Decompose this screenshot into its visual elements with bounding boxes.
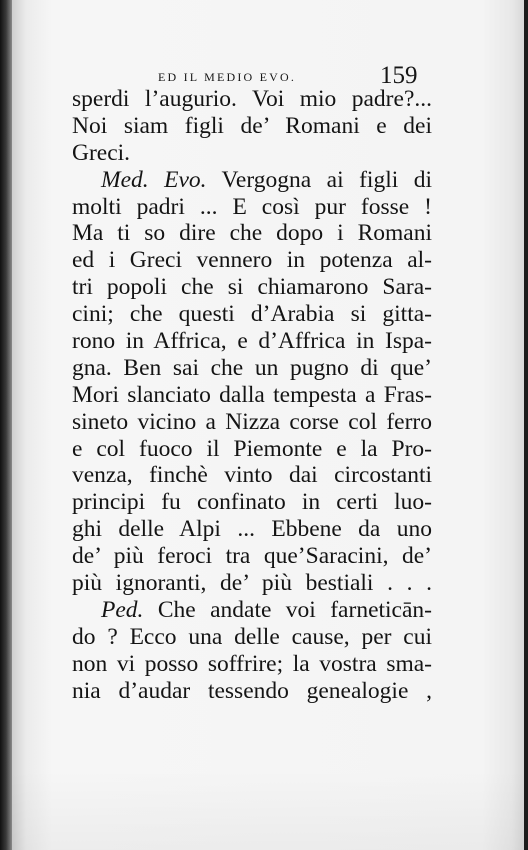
line-text: sineto vicino a Nizza corse col ferro bbox=[72, 408, 432, 435]
text-line bbox=[72, 651, 432, 678]
text-line bbox=[72, 462, 432, 489]
line-text: principi fu confinato in certi luo- bbox=[72, 489, 432, 516]
book-spine bbox=[0, 0, 12, 850]
line-text: rono in Affrica, e d’Affrica in Ispa- bbox=[72, 328, 432, 355]
line-text: e col fuoco il Piemonte e la Pro- bbox=[72, 435, 432, 462]
text-line bbox=[72, 543, 432, 570]
text-line bbox=[72, 597, 432, 624]
line-text: ghi delle Alpi ... Ebbene da uno bbox=[72, 516, 432, 543]
text-line bbox=[72, 86, 432, 113]
text-line bbox=[72, 678, 432, 705]
line-text: Mori slanciato dalla tempesta a Fras- bbox=[72, 381, 432, 408]
line-text: do ? Ecco una delle cause, per cui bbox=[72, 623, 432, 650]
text-line bbox=[72, 220, 432, 247]
text-line bbox=[72, 355, 432, 382]
text-line bbox=[72, 167, 432, 194]
line-text: ed i Greci vennero in potenza al- bbox=[72, 247, 432, 274]
text-line bbox=[72, 489, 432, 516]
running-head: ED IL MEDIO EVO. bbox=[158, 70, 297, 84]
line-text: non vi posso soffrire; la vostra sma- bbox=[72, 650, 432, 677]
line-text: venza, finchè vinto dai circostanti bbox=[72, 462, 432, 489]
text-line bbox=[72, 382, 432, 409]
text-line bbox=[72, 194, 432, 221]
line-text: cini; che questi d’Arabia si gitta- bbox=[72, 301, 432, 328]
text-line bbox=[72, 624, 432, 651]
line-text: Vergogna ai figli di bbox=[206, 166, 432, 193]
book-page bbox=[12, 0, 524, 850]
text-line bbox=[72, 113, 432, 140]
body-text bbox=[72, 86, 432, 704]
speaker-name: Ped. bbox=[101, 596, 144, 623]
text-line bbox=[72, 436, 432, 463]
text-line bbox=[72, 301, 432, 328]
line-text: gna. Ben sai che un pugno di que’ bbox=[72, 354, 432, 381]
line-text: tri popoli che si chiamarono Sara- bbox=[72, 274, 432, 301]
line-text: Greci. bbox=[72, 139, 131, 166]
text-line bbox=[72, 247, 432, 274]
text-line bbox=[72, 140, 432, 167]
line-text: nia d’audar tessendo genealogie , bbox=[72, 677, 432, 704]
text-line bbox=[72, 274, 432, 301]
text-line bbox=[72, 516, 432, 543]
text-line bbox=[72, 328, 432, 355]
line-text: più ignoranti, de’ più bestiali . . . bbox=[72, 570, 432, 597]
line-text: molti padri ... E così pur fosse ! bbox=[72, 193, 432, 220]
line-text: de’ più feroci tra que’Saracini, de’ bbox=[72, 543, 432, 570]
text-line bbox=[72, 570, 432, 597]
line-text: Che andate voi farneticān- bbox=[143, 596, 432, 623]
line-text: Ma ti so dire che dopo i Romani bbox=[72, 220, 432, 247]
text-line bbox=[72, 409, 432, 436]
line-text: sperdi l’augurio. Voi mio padre?... bbox=[72, 86, 432, 112]
line-text: Noi siam figli de’ Romani e dei bbox=[72, 112, 432, 139]
page-number: 159 bbox=[380, 62, 418, 89]
page-bottom-shading bbox=[12, 770, 524, 850]
speaker-name: Med. Evo. bbox=[101, 166, 207, 193]
